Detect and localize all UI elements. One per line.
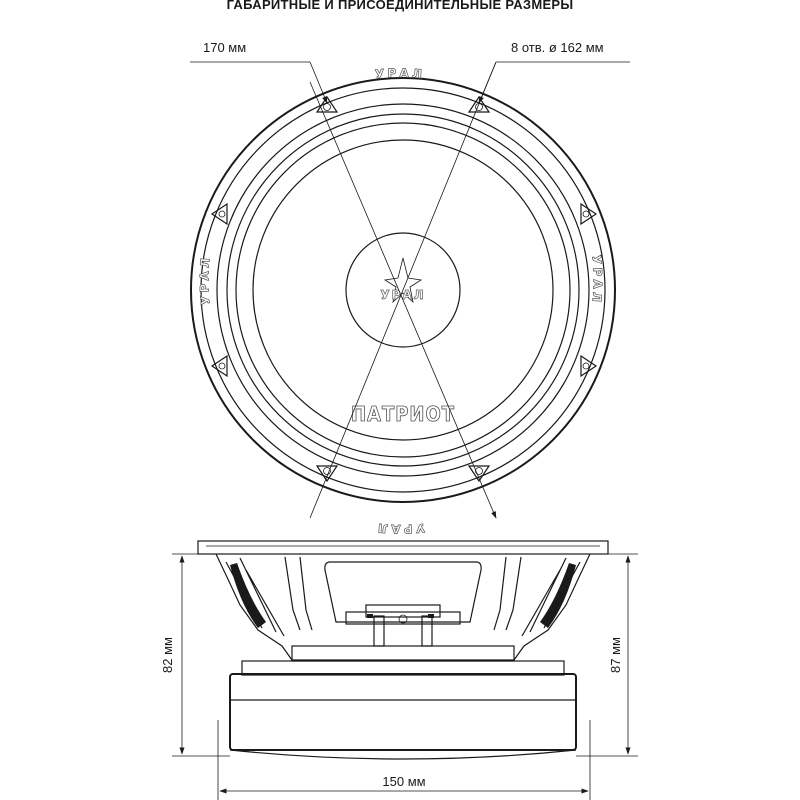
- ring-brand-top: УРАЛ: [374, 66, 426, 82]
- magnet-bottom: [230, 750, 576, 759]
- magnet: [230, 674, 576, 750]
- basket-window: [325, 562, 481, 622]
- dim-height-left: 82 мм: [160, 637, 175, 673]
- dim-outer-diameter: 170 мм: [203, 40, 247, 55]
- terminal-block: [346, 605, 460, 646]
- speaker-front-view: [190, 40, 630, 536]
- ring-brand-right: УРАЛ: [589, 254, 605, 306]
- dim-height-right: 87 мм: [608, 637, 623, 673]
- dim-mount-holes: 8 отв. ø 162 мм: [511, 40, 604, 55]
- terminal-right: [422, 616, 432, 646]
- spacer-plate: [242, 661, 564, 675]
- basket-outline: [216, 554, 590, 660]
- center-logo: [380, 258, 425, 302]
- ring-brand-bottom: УРАЛ: [374, 520, 426, 536]
- page-title: ГАБАРИТНЫЕ И ПРИСОЕДИНИТЕЛЬНЫЕ РАЗМЕРЫ: [226, 0, 574, 12]
- model-name: ПАТРИОТ: [350, 402, 456, 426]
- svg-text:УРАЛ: УРАЛ: [380, 288, 426, 302]
- diameter-line-162: [310, 62, 496, 518]
- speaker-side-view: [160, 541, 638, 800]
- top-plate: [292, 646, 514, 661]
- flange: [198, 541, 608, 554]
- dim-width-bottom: 150 мм: [382, 774, 426, 789]
- ring-brand-left: УРАЛ: [197, 254, 213, 306]
- diameter-line-170: [310, 82, 496, 518]
- terminal-left: [374, 616, 384, 646]
